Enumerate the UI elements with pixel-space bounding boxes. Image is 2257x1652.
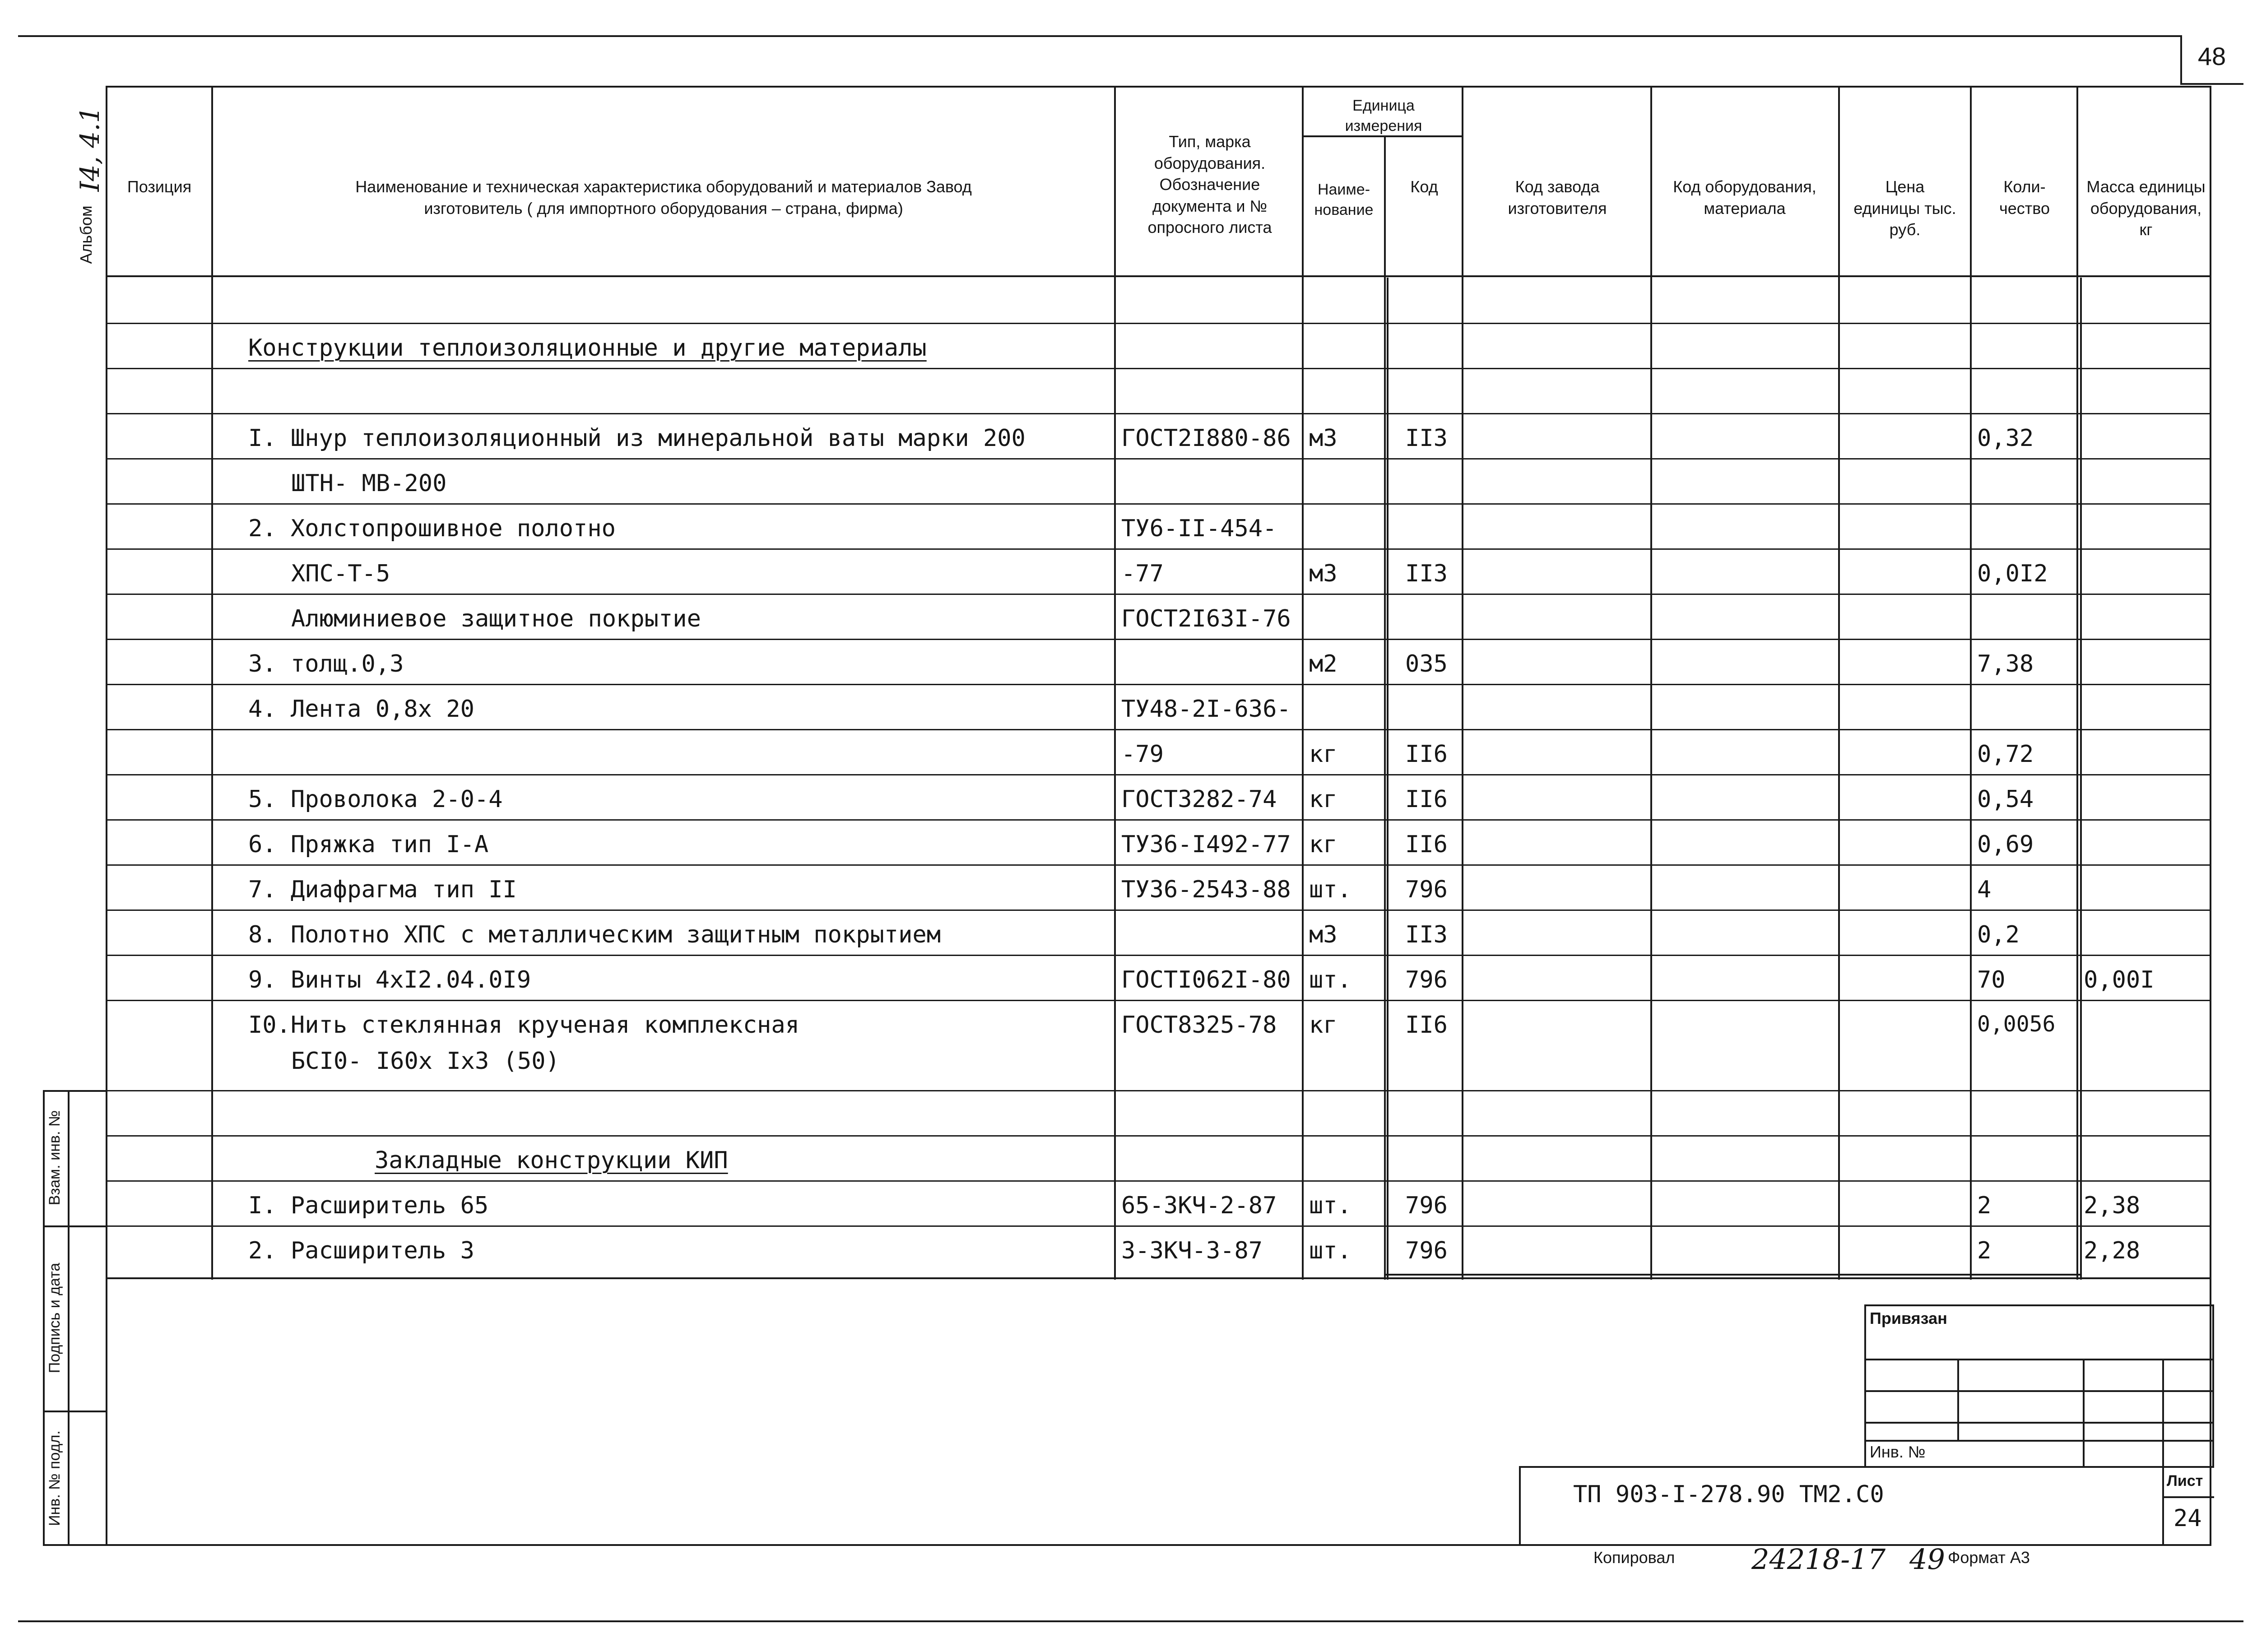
row-separator	[107, 864, 2211, 866]
col-line-9	[2076, 86, 2078, 1280]
row-unit-cell: шт.	[1309, 1192, 1351, 1219]
col-line-2	[1114, 86, 1116, 1280]
row-mass-cell: 2,28	[2084, 1237, 2141, 1264]
row-type-cell: 65-3КЧ-2-87	[1121, 1192, 1277, 1219]
row-name-cell: Алюминиевое защитное покрытие	[291, 605, 701, 632]
row-name-cell: 5. Проволока 2-0-4	[248, 786, 503, 813]
row-type-cell: ТУ48-2I-636-	[1121, 696, 1291, 723]
side-stamp-vzam: Взам. инв. №	[46, 1110, 63, 1206]
outer-frame-top	[18, 35, 2180, 37]
row-type-cell: ГОСТ8325-78	[1121, 1012, 1277, 1039]
privyazan-col-2	[2083, 1359, 2085, 1468]
row-qty-cell: 0,54	[1977, 786, 2034, 813]
header-unit-group: Единица измерения	[1345, 97, 1422, 135]
header-mass: Масса единицы оборудования, кг	[2086, 177, 2206, 239]
row-type-cell: ГОСТ2I63I-76	[1121, 605, 1291, 632]
col-line-5	[1462, 86, 1463, 1280]
header-unit-code: Код	[1410, 177, 1438, 196]
col-line-4b	[1387, 278, 1389, 1280]
row-unit-cell: кг	[1309, 1012, 1337, 1039]
privyazan-line-3	[1864, 1422, 2214, 1424]
row-code-cell: 796	[1405, 966, 1448, 993]
col-line-8	[1970, 86, 1972, 1280]
row-unit-cell: м3	[1309, 921, 1337, 948]
row-separator	[107, 323, 2211, 324]
col-line-1	[211, 86, 213, 1280]
header-unit-name: Наиме-нование	[1314, 181, 1374, 218]
footer-format: Формат А3	[1948, 1548, 2030, 1567]
row-separator	[107, 458, 2211, 459]
row-separator	[107, 413, 2211, 414]
row-unit-cell: шт.	[1309, 966, 1351, 993]
row-code-cell: 796	[1405, 1192, 1448, 1219]
row-name-cell: 3. толщ.0,3	[248, 650, 404, 678]
row-mass-cell: 0,00I	[2084, 966, 2155, 993]
header-price: Цена единицы тыс. руб.	[1853, 177, 1956, 239]
row-separator	[107, 774, 2211, 775]
row-qty-cell: 0,0I2	[1977, 560, 2048, 587]
row-code-cell: II3	[1405, 921, 1448, 948]
side-stamp-inv: Инв. № подл.	[46, 1430, 63, 1526]
row-type-cell: ТУ6-II-454-	[1121, 515, 1277, 542]
row-code-cell: II6	[1405, 1012, 1448, 1039]
row-qty-cell: 2	[1977, 1237, 1992, 1264]
row-mass-cell: 2,38	[2084, 1192, 2141, 1219]
privyazan-col-1	[1957, 1359, 1959, 1440]
row-qty-cell: 2	[1977, 1192, 1992, 1219]
row-name-cell: Закладные конструкции КИП	[375, 1147, 728, 1174]
header-equipment-code: Код оборудования, материала	[1673, 177, 1816, 218]
header-factory-code: Код завода изготовителя	[1508, 177, 1607, 218]
row-separator	[107, 729, 2211, 730]
row-name-cell: I. Расширитель 65	[248, 1192, 489, 1219]
row-separator	[107, 1180, 2211, 1182]
row-unit-cell: шт.	[1309, 1237, 1351, 1264]
header-name: Наименование и техническая характеристика оборудований и материалов Завод изготовитель ( для импортного оборудования – страна, фирма)	[355, 177, 972, 218]
row-type-cell: -77	[1121, 560, 1164, 587]
side-stamp-podpis: Подпись и дата	[46, 1262, 63, 1374]
row-name-cell: 9. Винты 4хI2.04.0I9	[248, 966, 531, 993]
row-unit-cell: кг	[1309, 786, 1337, 813]
sheet-cell-divider	[2162, 1466, 2164, 1546]
row-type-cell: ТУ36-2543-88	[1121, 876, 1291, 903]
footer-handwritten-page: 49	[1909, 1543, 1945, 1576]
row-name-cell: I0.Нить стеклянная крученая комплексная	[248, 1012, 799, 1039]
row-name-cell: I. Шнур теплоизоляционный из минеральной ваты марки 200	[248, 425, 1026, 452]
header-quantity: Коли-чество	[1999, 177, 2050, 218]
row-name-cell: 6. Пряжка тип I-А	[248, 831, 489, 858]
privyazan-col-3	[2162, 1359, 2164, 1468]
body-bottom-line-inner	[1384, 1274, 2082, 1276]
row-code-cell: II6	[1405, 741, 1448, 768]
row-unit-cell: кг	[1309, 741, 1337, 768]
row-separator	[107, 1135, 2211, 1137]
corner-sheet-number: 48	[2197, 42, 2226, 70]
privyazan-line-1	[1864, 1359, 2214, 1360]
sheet-cell-label-line	[2162, 1496, 2214, 1498]
row-separator	[107, 1000, 2211, 1001]
row-unit-cell: м2	[1309, 650, 1337, 678]
row-type-cell: ГОСТ2I880-86	[1121, 425, 1291, 452]
footer-handwritten-number: 24218-17	[1751, 1543, 1886, 1576]
row-code-cell: II3	[1405, 560, 1448, 587]
header-type: Тип, марка оборудования. Обозначение документа и № опросного листа	[1147, 132, 1272, 237]
row-code-cell: 035	[1405, 650, 1448, 678]
row-qty-cell: 4	[1977, 876, 1992, 903]
row-type-cell: ГОСТI062I-80	[1121, 966, 1291, 993]
col-line-6	[1650, 86, 1652, 1280]
header-position: Позиция	[127, 177, 192, 196]
row-separator	[107, 368, 2211, 369]
album-number-handwritten: I4, 4.1	[74, 106, 105, 192]
row-code-cell: 796	[1405, 1237, 1448, 1264]
row-name-continuation: БСI0- I60х Iх3 (50)	[291, 1048, 560, 1075]
row-unit-cell: м3	[1309, 560, 1337, 587]
row-separator	[107, 1225, 2211, 1227]
row-separator	[107, 955, 2211, 956]
row-separator	[107, 548, 2211, 550]
row-qty-cell: 0,69	[1977, 831, 2034, 858]
row-type-cell: 3-3КЧ-3-87	[1121, 1237, 1263, 1264]
row-type-cell: ГОСТ3282-74	[1121, 786, 1277, 813]
row-name-cell: 8. Полотно ХПС с металлическим защитным покрытием	[248, 921, 941, 948]
inv-no-label: Инв. №	[1870, 1443, 1926, 1461]
side-stamp-sep-1	[43, 1225, 107, 1227]
col-line-3	[1302, 86, 1304, 1280]
row-code-cell: II6	[1405, 831, 1448, 858]
row-separator	[107, 910, 2211, 911]
row-name-cell: 2. Расширитель 3	[248, 1237, 474, 1264]
row-unit-cell: шт.	[1309, 876, 1351, 903]
col-line-4	[1384, 135, 1386, 1280]
row-qty-cell: 0,32	[1977, 425, 2034, 452]
footer-kopiroval: Копировал	[1593, 1548, 1675, 1567]
body-bottom-line	[106, 1277, 2211, 1279]
designation-text: ТП 903-I-278.90 ТМ2.С0	[1573, 1481, 1884, 1508]
row-qty-cell: 70	[1977, 966, 2006, 993]
privyazan-label: Привязан	[1870, 1309, 1947, 1327]
row-qty-cell: 7,38	[1977, 650, 2034, 678]
col-line-7	[1838, 86, 1840, 1280]
row-separator	[107, 684, 2211, 685]
album-label: Альбом	[77, 205, 95, 264]
row-qty-cell: 0,2	[1977, 921, 2020, 948]
row-separator	[107, 503, 2211, 505]
row-separator	[107, 639, 2211, 640]
row-name-cell: 4. Лента 0,8х 20	[248, 696, 474, 723]
sheet-label: Лист	[2167, 1472, 2203, 1490]
row-name-cell: 2. Холстопрошивное полотно	[248, 515, 616, 542]
privyazan-line-2	[1864, 1390, 2214, 1392]
row-type-cell: ТУ36-I492-77	[1121, 831, 1291, 858]
row-code-cell: II6	[1405, 786, 1448, 813]
row-separator	[107, 819, 2211, 821]
row-unit-cell: м3	[1309, 425, 1337, 452]
row-code-cell: 796	[1405, 876, 1448, 903]
header-row-bottom	[106, 275, 2211, 277]
row-unit-cell: кг	[1309, 831, 1337, 858]
sheet-number: 24	[2173, 1505, 2202, 1532]
outer-frame-bottom	[18, 1620, 2243, 1622]
row-type-cell: -79	[1121, 741, 1164, 768]
col-line-9b	[2080, 278, 2082, 1280]
row-qty-cell: 0,0056	[1977, 1012, 2056, 1037]
row-name-cell: ШТН- МВ-200	[291, 470, 447, 497]
row-qty-cell: 0,72	[1977, 741, 2034, 768]
row-separator	[107, 594, 2211, 595]
row-name-cell: 7. Диафрагма тип II	[248, 876, 517, 903]
row-name-cell: Конструкции теплоизоляционные и другие материалы	[248, 334, 927, 362]
row-code-cell: II3	[1405, 425, 1448, 452]
row-name-cell: ХПС-Т-5	[291, 560, 390, 587]
row-separator	[107, 1090, 2211, 1091]
privyazan-line-4	[1864, 1440, 2214, 1442]
side-stamp-divider	[68, 1090, 70, 1546]
